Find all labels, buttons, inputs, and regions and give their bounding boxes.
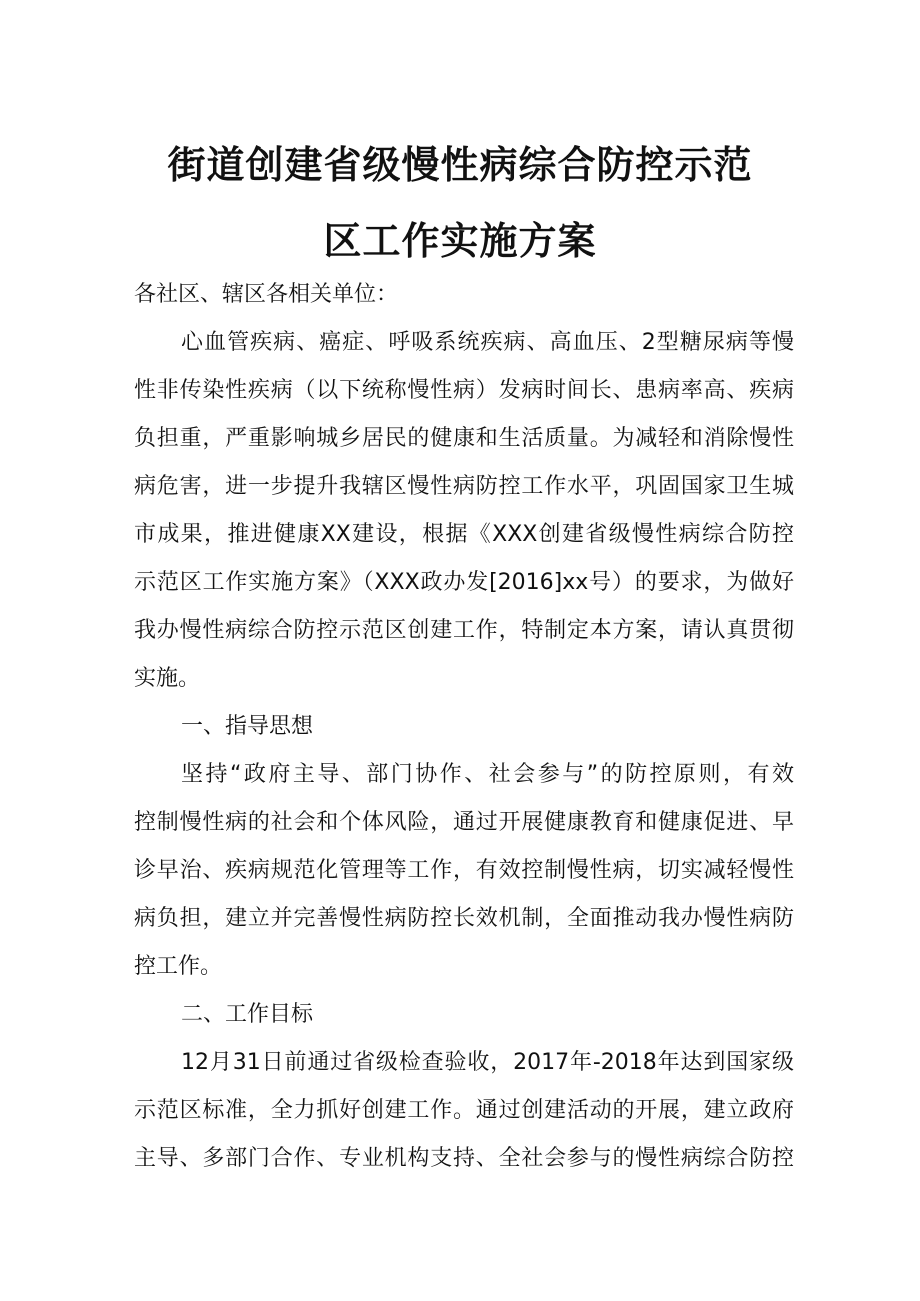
paragraph-line: 示范区工作实施方案》（XXX政办发[2016]xx号）的要求，为做好	[134, 570, 794, 595]
paragraph-line: 我办慢性病综合防控示范区创建工作，特制定本方案，请认真贯彻	[134, 618, 794, 643]
paragraph-line: 心血管疾病、癌症、呼吸系统疾病、高血压、2型糖尿病等慢	[181, 330, 794, 355]
paragraph-line: 示范区标准，全力抓好创建工作。通过创建活动的开展，建立政府	[134, 1098, 794, 1123]
paragraph-line: 病危害，进一步提升我辖区慢性病防控工作水平，巩固国家卫生城	[134, 474, 794, 499]
paragraph-line: 主导、多部门合作、专业机构支持、全社会参与的慢性病综合防控	[134, 1146, 794, 1171]
paragraph-line: 诊早治、疾病规范化管理等工作，有效控制慢性病，切实减轻慢性	[134, 858, 794, 883]
paragraph-line: 实施。	[134, 666, 201, 691]
paragraph-line: 坚持“政府主导、部门协作、社会参与”的防控原则，有效	[181, 762, 794, 787]
paragraph-line: 12月31日前通过省级检查验收，2017年-2018年达到国家级	[181, 1050, 794, 1075]
document-title-line-2: 区工作实施方案	[323, 219, 597, 263]
paragraph-line: 病负担，建立并完善慢性病防控长效机制，全面推动我办慢性病防	[134, 906, 794, 931]
salutation: 各社区、辖区各相关单位：	[134, 282, 399, 307]
paragraph-line: 市成果，推进健康XX建设，根据《XXX创建省级慢性病综合防控	[134, 522, 794, 547]
paragraph-line: 控制慢性病的社会和个体风险，通过开展健康教育和健康促进、早	[134, 810, 794, 835]
paragraph-line: 负担重，严重影响城乡居民的健康和生活质量。为减轻和消除慢性	[134, 426, 794, 451]
section-heading-work-goals: 二、工作目标	[181, 1002, 314, 1027]
paragraph-line: 控工作。	[134, 954, 223, 979]
document-title-line-1: 街道创建省级慢性病综合防控示范	[167, 143, 753, 187]
section-heading-guiding-ideology: 一、指导思想	[181, 714, 314, 739]
paragraph-line: 性非传染性疾病（以下统称慢性病）发病时间长、患病率高、疾病	[134, 378, 794, 403]
